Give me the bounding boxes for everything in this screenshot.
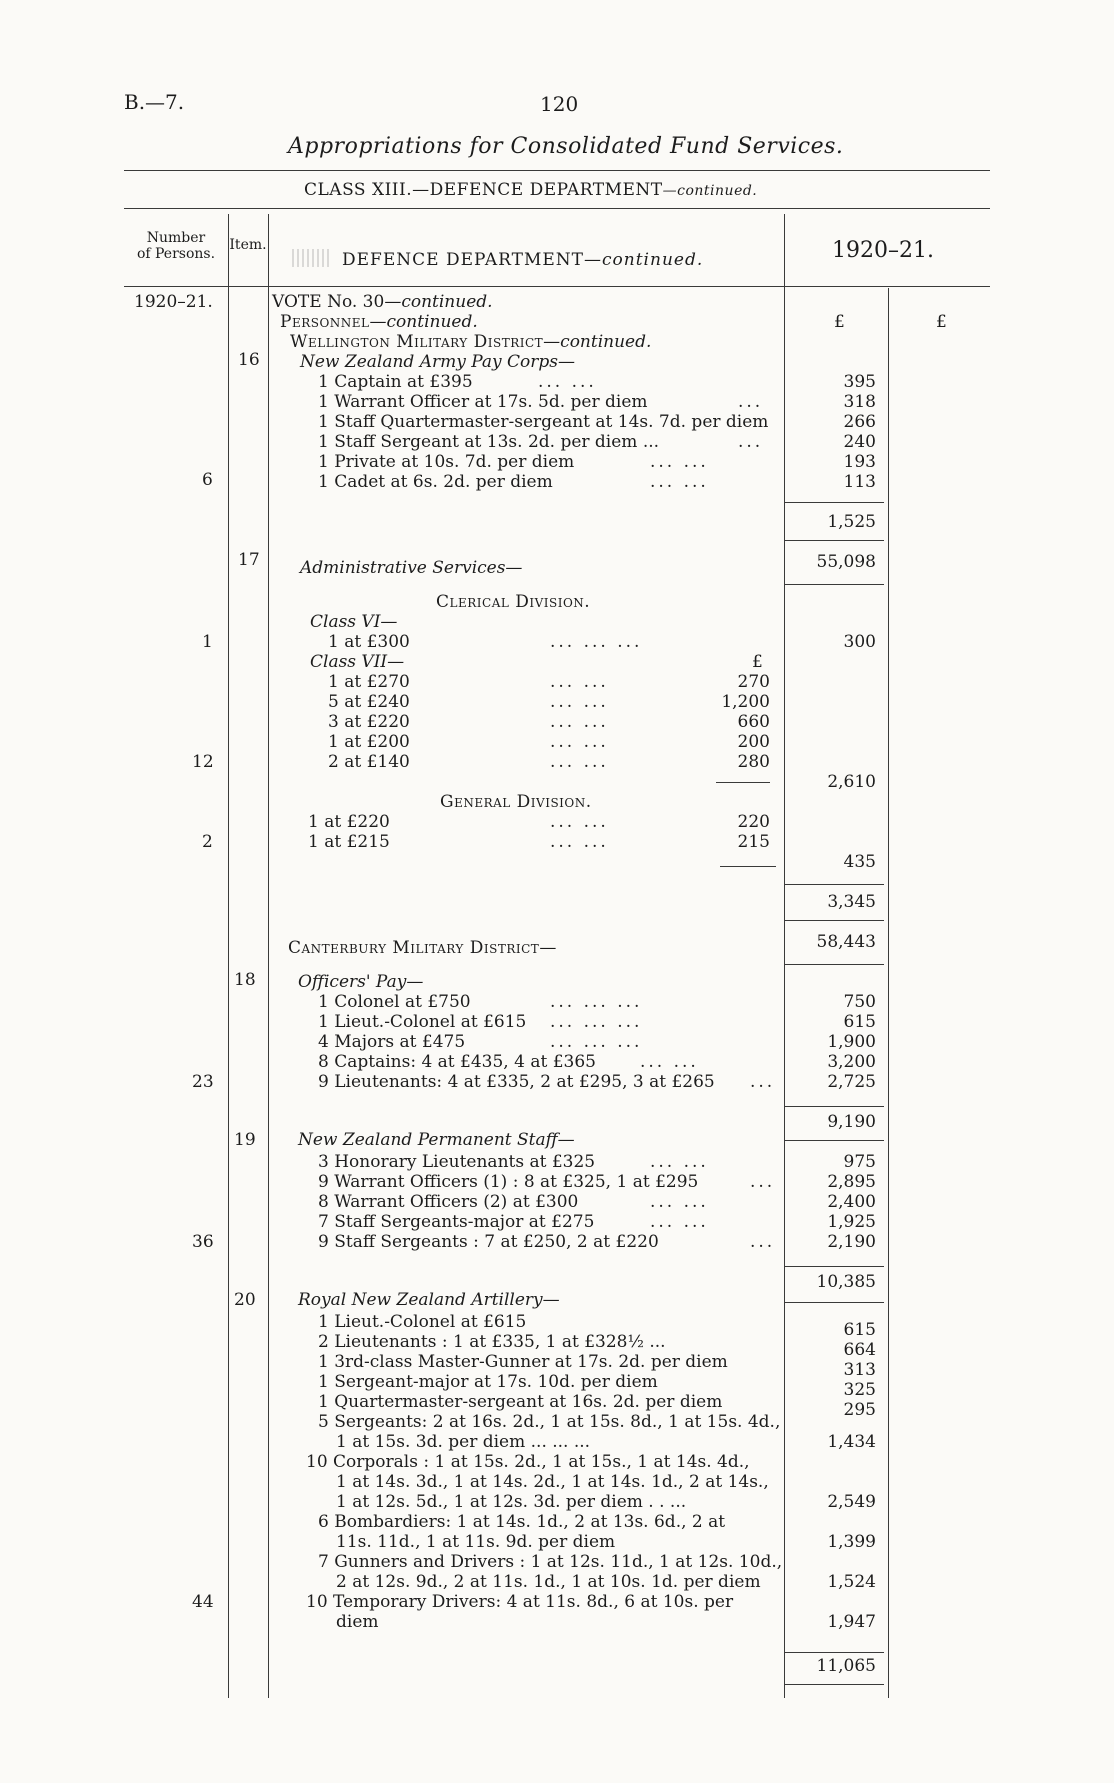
line-item-amount: 395 <box>843 372 876 392</box>
artillery-heading: Royal New Zealand Artillery— <box>298 1290 560 1310</box>
line-item-amount: 325 <box>843 1380 876 1400</box>
line-item-dots: ... ... <box>538 372 597 392</box>
permstaff-total: 10,385 <box>816 1272 876 1292</box>
line-item-text: 7 Staff Sergeants-major at £275 <box>318 1212 595 1232</box>
line-item-text: 10 Corporals : 1 at 15s. 2d., 1 at 15s., 1 at 14s. 4d., <box>306 1452 750 1472</box>
line-item-dots: ... <box>750 1172 776 1192</box>
permstaff-heading: New Zealand Permanent Staff— <box>298 1130 575 1150</box>
line-item-dots: ... ... <box>550 752 609 772</box>
line-item-text: diem <box>336 1612 379 1632</box>
line-item-dots: ... ... ... <box>550 1032 643 1052</box>
class7-total: 2,610 <box>827 772 876 792</box>
line-item-dots: ... ... <box>550 692 609 712</box>
class7-heading: Class VII— <box>310 652 405 672</box>
line-item-text: 2 at £140 <box>328 752 410 772</box>
line-item-text: 1 at £220 <box>308 812 390 832</box>
line-item-amount: 1,399 <box>827 1532 876 1552</box>
line-item-amount: 266 <box>843 412 876 432</box>
year-column-header: 1920–21. <box>832 238 934 263</box>
line-item-text: 5 at £240 <box>328 692 410 712</box>
line-item-dots: ... <box>750 1072 776 1092</box>
line-item-text: 5 Sergeants: 2 at 16s. 2d., 1 at 15s. 8d., 1 at 15s. 4d., <box>318 1412 781 1432</box>
line-item-dots: ... ... <box>650 1152 709 1172</box>
line-item-text: 1 at 15s. 3d. per diem ... ... ... <box>336 1432 591 1452</box>
line-item-text: 1 at £270 <box>328 672 410 692</box>
line-item-text: 1 Colonel at £750 <box>318 992 471 1012</box>
paycorps-total: 1,525 <box>827 512 876 532</box>
line-item-text: 1 Captain at £395 <box>318 372 473 392</box>
line-item-amount: 2,190 <box>827 1232 876 1252</box>
line-item-dots: ... ... <box>550 812 609 832</box>
persons-count: 44 <box>192 1592 214 1612</box>
line-item-amount: 2,549 <box>827 1492 876 1512</box>
line-item-dots: ... ... <box>550 672 609 692</box>
class6-amount: 300 <box>843 632 876 652</box>
line-item-text: 2 at 12s. 9d., 2 at 11s. 1d., 1 at 10s. 1d. per diem <box>336 1572 761 1592</box>
item-number-19: 19 <box>234 1130 256 1150</box>
officers-total: 9,190 <box>827 1112 876 1132</box>
line-item-amount: 664 <box>843 1340 876 1360</box>
clerical-pound-sign: £ <box>752 652 763 672</box>
line-item-amount: 2,725 <box>827 1072 876 1092</box>
line-item-amount: 1,434 <box>827 1432 876 1452</box>
wellington-heading: Wellington Military District—continued. <box>290 332 652 352</box>
line-item-text: 11s. 11d., 1 at 11s. 9d. per diem <box>336 1532 616 1552</box>
line-item-amount: 313 <box>843 1360 876 1380</box>
admin-total: 55,098 <box>816 552 876 572</box>
persons-count: 12 <box>192 752 214 772</box>
line-item-dots: ... ... <box>550 832 609 852</box>
line-item-amount: 193 <box>843 452 876 472</box>
line-item-amount: 2,400 <box>827 1192 876 1212</box>
persons-count: 23 <box>192 1072 214 1092</box>
admin-heading: Administrative Services— <box>300 558 523 578</box>
line-item-text: 1 at £200 <box>328 732 410 752</box>
line-item-dots: ... ... ... <box>550 1012 643 1032</box>
line-item-text: 1 at £215 <box>308 832 390 852</box>
canterbury-total: 58,443 <box>816 932 876 952</box>
line-item-dots: ... <box>750 1232 776 1252</box>
persons-year: 1920–21. <box>134 292 213 312</box>
line-item-amount: 1,524 <box>827 1572 876 1592</box>
line-item-text: 1 Quartermaster-sergeant at 16s. 2d. per diem <box>318 1392 723 1412</box>
page-number: 120 <box>540 92 579 116</box>
line-item-text: 1 3rd-class Master-Gunner at 17s. 2d. per diem <box>318 1352 728 1372</box>
line-item-dots: ... ... <box>550 712 609 732</box>
vote-heading: VOTE No. 30—continued. <box>272 292 493 312</box>
line-item-text: 1 Lieut.-Colonel at £615 <box>318 1312 527 1332</box>
line-item-dots: ... ... ... <box>550 992 643 1012</box>
item-number-18: 18 <box>234 970 256 990</box>
persons-count: 1 <box>202 632 213 652</box>
officers-heading: Officers' Pay— <box>298 972 424 992</box>
class-subtitle: CLASS XIII.—DEFENCE DEPARTMENT—continued. <box>304 180 758 200</box>
general-heading: General Division. <box>440 792 592 812</box>
class6-heading: Class VI— <box>310 612 398 632</box>
line-item-amount: 318 <box>843 392 876 412</box>
line-item-text: 1 Staff Sergeant at 13s. 2d. per diem ... <box>318 432 660 452</box>
line-item-dots: ... <box>738 392 764 412</box>
line-item-text: 1 Private at 10s. 7d. per diem <box>318 452 575 472</box>
line-item-amount: 750 <box>843 992 876 1012</box>
item-number-17: 17 <box>238 550 260 570</box>
line-item-text: 10 Temporary Drivers: 4 at 11s. 8d., 6 at 10s. per <box>306 1592 734 1612</box>
artillery-total: 11,065 <box>816 1656 876 1676</box>
line-item-text: 3 at £220 <box>328 712 410 732</box>
line-item-amount: 1,200 <box>721 692 770 712</box>
line-item-text: 7 Gunners and Drivers : 1 at 12s. 11d., 1 at 12s. 10d., <box>318 1552 783 1572</box>
line-item-dots: ... ... <box>650 1192 709 1212</box>
line-item-text: 1 Warrant Officer at 17s. 5d. per diem <box>318 392 648 412</box>
line-item-amount: 2,895 <box>827 1172 876 1192</box>
clerical-heading: Clerical Division. <box>436 592 591 612</box>
pound-sign-col1: £ <box>834 312 845 332</box>
line-item-text: 9 Lieutenants: 4 at £335, 2 at £295, 3 at £265 <box>318 1072 715 1092</box>
page-reference: B.—7. <box>124 90 185 114</box>
line-item-amount: 660 <box>737 712 770 732</box>
personnel-heading: Personnel—continued. <box>280 312 478 332</box>
line-item-amount: 240 <box>843 432 876 452</box>
item-number-20: 20 <box>234 1290 256 1310</box>
line-item-dots: ... <box>738 432 764 452</box>
line-item-amount: 615 <box>843 1320 876 1340</box>
persons-count: 2 <box>202 832 213 852</box>
item-number-16: 16 <box>238 350 260 370</box>
persons-count: 36 <box>192 1232 214 1252</box>
line-item-text: 9 Warrant Officers (1) : 8 at £325, 1 at £295 <box>318 1172 699 1192</box>
class6-dots: ... ... ... <box>550 632 643 652</box>
admin-subtotal: 3,345 <box>827 892 876 912</box>
line-item-text: 6 Bombardiers: 1 at 14s. 1d., 2 at 13s. 6d., 2 at <box>318 1512 726 1532</box>
line-item-amount: 280 <box>737 752 770 772</box>
line-item-amount: 975 <box>843 1152 876 1172</box>
persons-column-header: Number of Persons. <box>136 230 216 262</box>
class6-line: 1 at £300 <box>328 632 410 652</box>
line-item-amount: 295 <box>843 1400 876 1420</box>
line-item-dots: ... ... <box>550 732 609 752</box>
persons-count: 6 <box>202 470 213 490</box>
line-item-dots: ... ... <box>650 452 709 472</box>
line-item-amount: 615 <box>843 1012 876 1032</box>
line-item-text: 2 Lieutenants : 1 at £335, 1 at £328½ ... <box>318 1332 666 1352</box>
paycorps-heading: New Zealand Army Pay Corps— <box>300 352 576 372</box>
line-item-amount: 220 <box>737 812 770 832</box>
line-item-text: 1 Lieut.-Colonel at £615 <box>318 1012 527 1032</box>
line-item-text: 1 Cadet at 6s. 2d. per diem <box>318 472 553 492</box>
line-item-text: 1 Staff Quartermaster-sergeant at 14s. 7d. per diem <box>318 412 769 432</box>
line-item-dots: ... ... <box>640 1052 699 1072</box>
pound-sign-col2: £ <box>936 312 947 332</box>
line-item-amount: 113 <box>843 472 876 492</box>
line-item-text: 9 Staff Sergeants : 7 at £250, 2 at £220 <box>318 1232 659 1252</box>
line-item-amount: 1,900 <box>827 1032 876 1052</box>
line-item-amount: 3,200 <box>827 1052 876 1072</box>
smudge-mark <box>292 249 330 267</box>
line-item-amount: 1,925 <box>827 1212 876 1232</box>
line-item-amount: 200 <box>737 732 770 752</box>
line-item-text: 8 Warrant Officers (2) at £300 <box>318 1192 579 1212</box>
line-item-text: 8 Captains: 4 at £435, 4 at £365 <box>318 1052 596 1072</box>
line-item-dots: ... ... <box>650 472 709 492</box>
line-item-dots: ... ... <box>650 1212 709 1232</box>
line-item-amount: 270 <box>737 672 770 692</box>
line-item-text: 1 Sergeant-major at 17s. 10d. per diem <box>318 1372 658 1392</box>
department-header: DEFENCE DEPARTMENT—continued. <box>342 250 704 270</box>
line-item-text: 4 Majors at £475 <box>318 1032 466 1052</box>
line-item-text: 1 at 12s. 5d., 1 at 12s. 3d. per diem . . ... <box>336 1492 687 1512</box>
canterbury-heading: Canterbury Military District— <box>288 938 557 958</box>
item-column-header: Item. <box>229 237 267 253</box>
general-total: 435 <box>843 852 876 872</box>
line-item-text: 1 at 14s. 3d., 1 at 14s. 2d., 1 at 14s. 1d., 2 at 14s., <box>336 1472 769 1492</box>
line-item-amount: 1,947 <box>827 1612 876 1632</box>
line-item-amount: 215 <box>737 832 770 852</box>
line-item-text: 3 Honorary Lieutenants at £325 <box>318 1152 596 1172</box>
page-title: Appropriations for Consolidated Fund Services. <box>288 134 844 159</box>
